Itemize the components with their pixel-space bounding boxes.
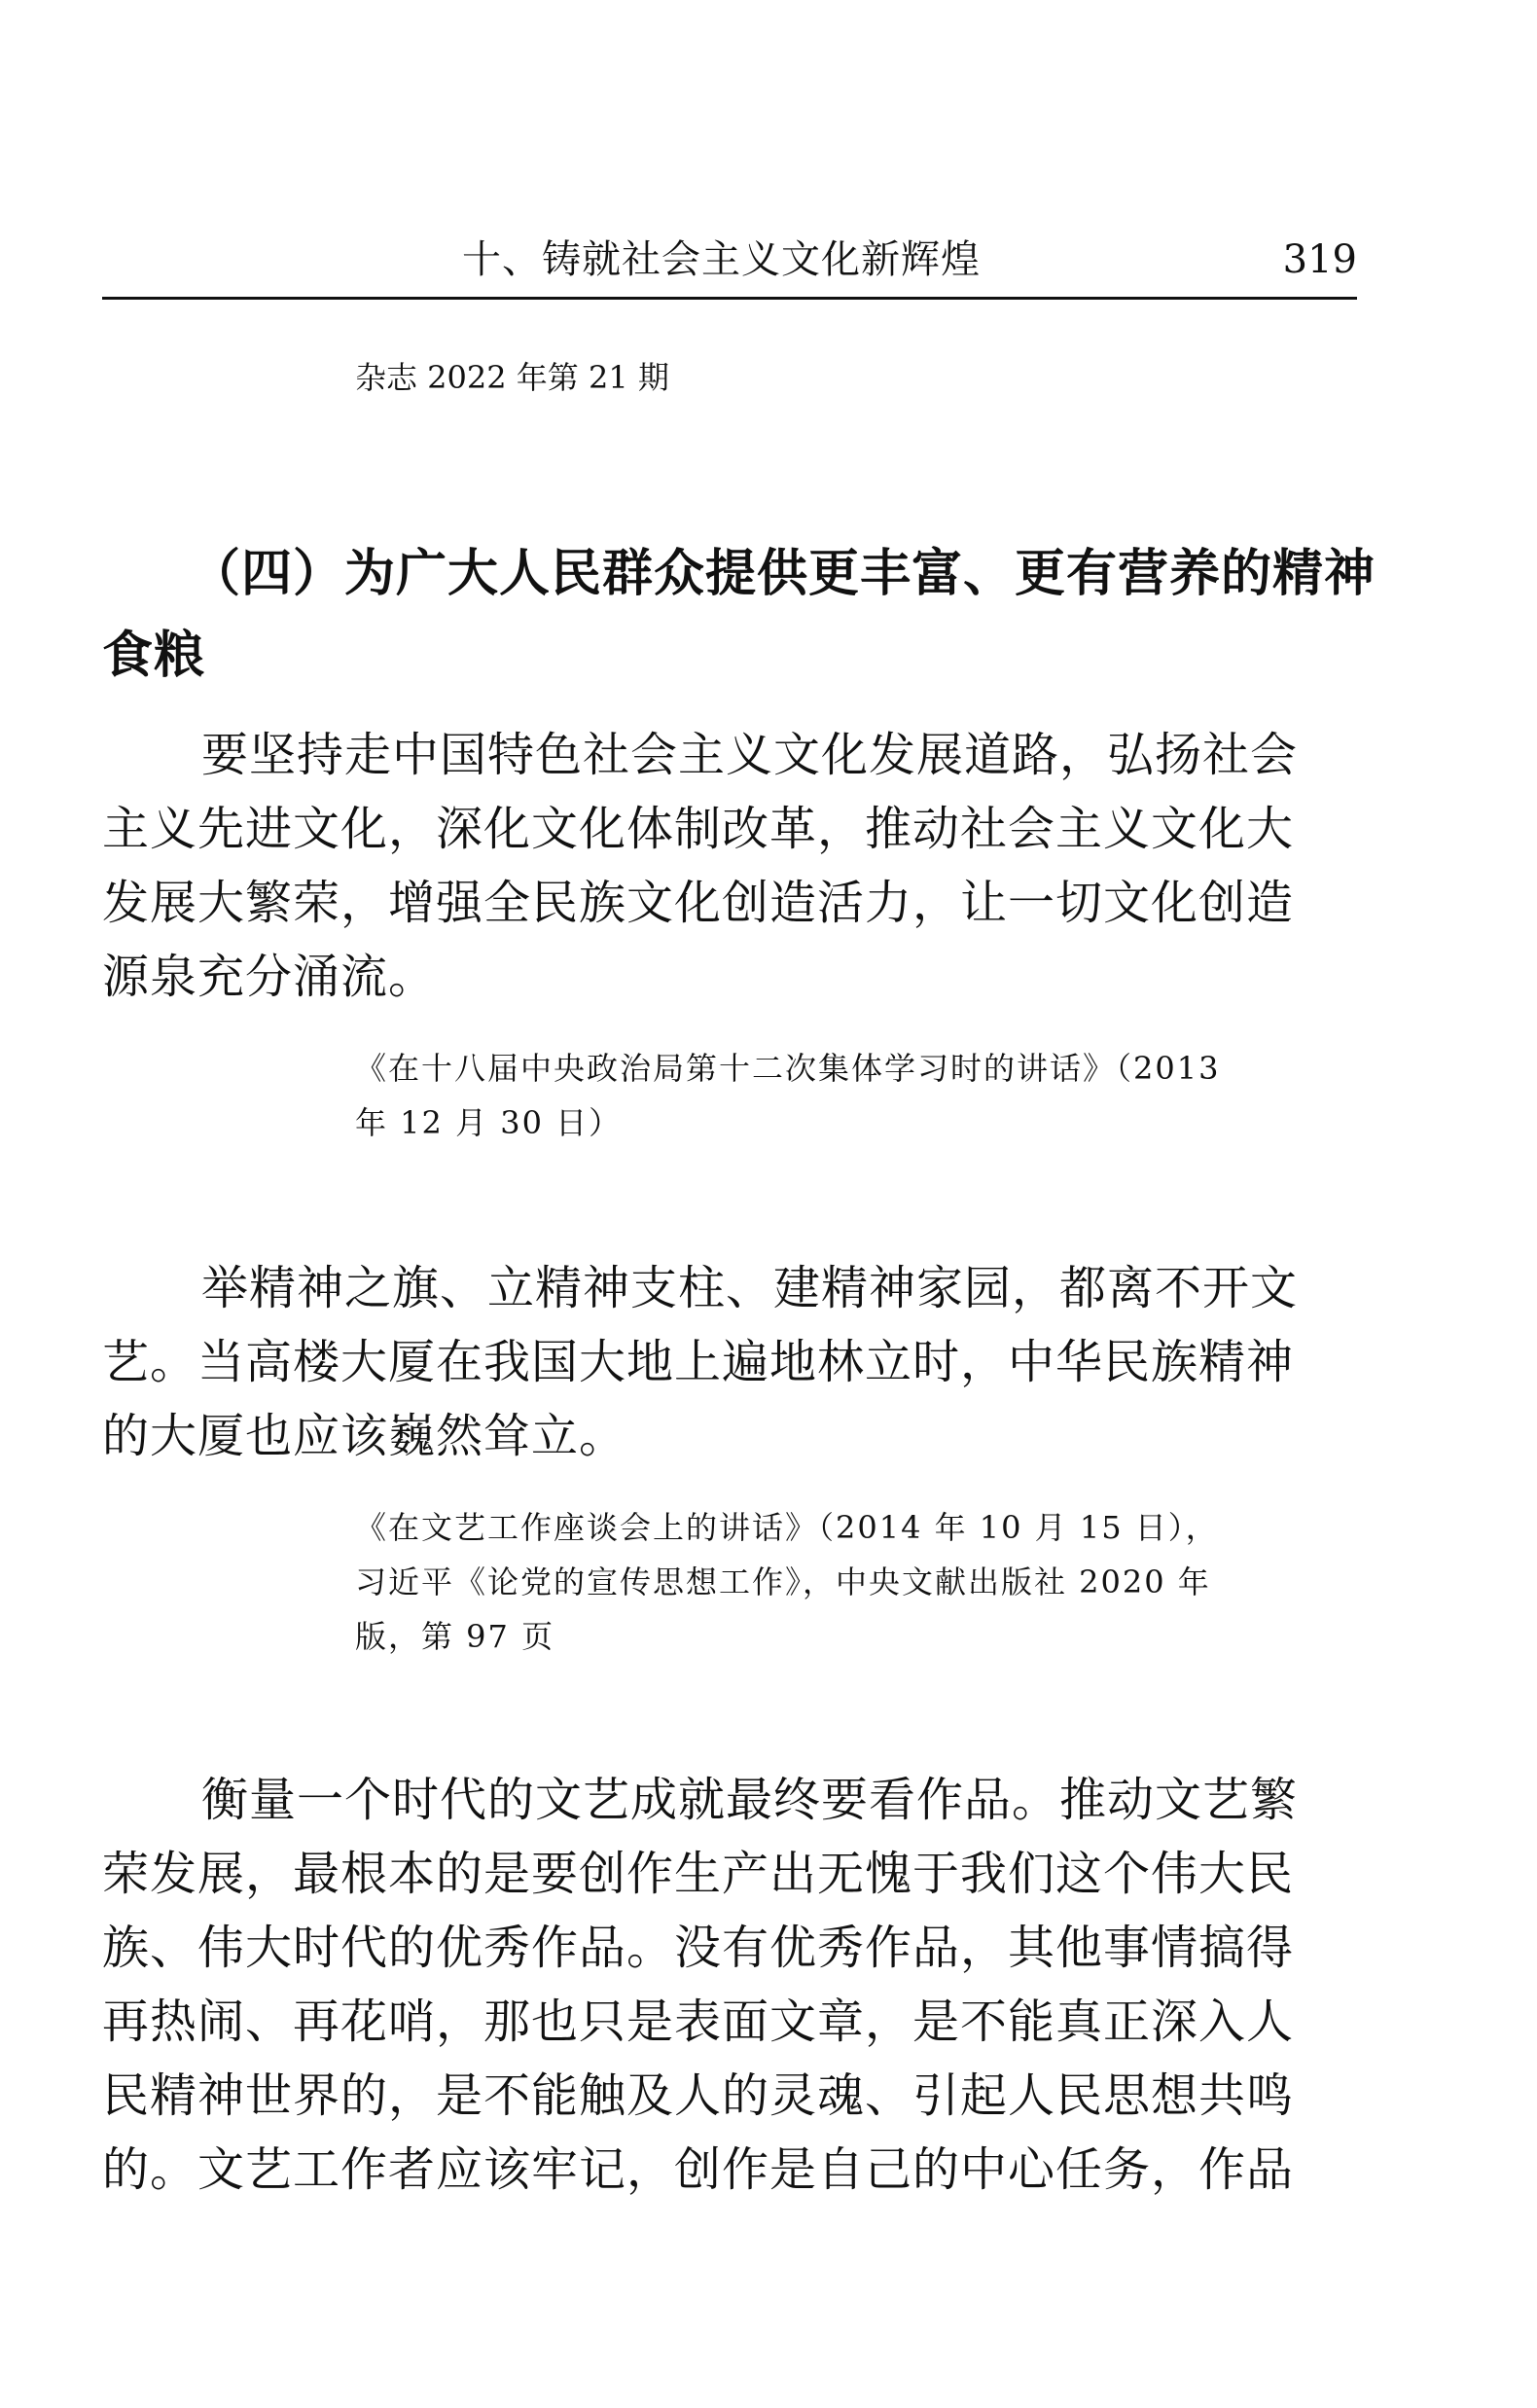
- page-header: [102, 232, 1357, 300]
- paragraph-spiritual-home: [102, 1251, 1357, 1473]
- paragraph-line: 艺。当高楼大厦在我国大地上遍地林立时，中华民族精神: [102, 1335, 1295, 1389]
- paragraph-line: 荣发展，最根本的是要创作生产出无愧于我们这个伟大民: [102, 1847, 1295, 1901]
- paragraph-line: 民精神世界的，是不能触及人的灵魂、引起人民思想共鸣: [102, 2068, 1295, 2123]
- source-continuation-line: 杂志 2022 年第 21 期: [355, 359, 669, 396]
- citation-line: 《在文艺工作座谈会上的讲话》（2014 年 10 月 15 日），: [355, 1509, 1219, 1546]
- chapter-title: 十、铸就社会主义文化新辉煌: [462, 237, 981, 282]
- section-heading-line: 食粮: [102, 627, 206, 686]
- citation-politburo-study: [355, 1041, 1357, 1150]
- page-number: 319: [1282, 237, 1357, 282]
- paragraph-line: 举精神之旗、立精神支柱、建精神家园，都离不开文: [201, 1261, 1299, 1315]
- paragraph-line: 的大厦也应该巍然耸立。: [102, 1409, 627, 1463]
- paragraph-literary-works: [102, 1763, 1357, 2207]
- paragraph-line: 衡量一个时代的文艺成就最终要看作品。推动文艺繁: [201, 1773, 1299, 1827]
- citation-literary-forum: [355, 1500, 1357, 1664]
- citation-line: 版，第 97 页: [355, 1618, 555, 1655]
- section-heading: [102, 533, 1376, 697]
- citation-line: 《在十八届中央政治局第十二次集体学习时的讲话》（2013: [355, 1050, 1221, 1087]
- paragraph-line: 族、伟大时代的优秀作品。没有优秀作品，其他事情搞得: [102, 1921, 1295, 1975]
- paragraph-culture-development: [102, 718, 1357, 1014]
- paragraph-line: 发展大繁荣，增强全民族文化创造活力，让一切文化创造: [102, 876, 1295, 930]
- paragraph-line: 源泉充分涌流。: [102, 950, 437, 1004]
- paragraph-line: 主义先进文化，深化文化体制改革，推动社会主义文化大: [102, 802, 1295, 856]
- section-heading-line: （四）为广大人民群众提供更丰富、更有营养的精神: [190, 545, 1376, 604]
- paragraph-line: 再热闹、再花哨，那也只是表面文章，是不能真正深入人: [102, 1995, 1295, 2049]
- paragraph-line: 的。文艺工作者应该牢记，创作是自己的中心任务，作品: [102, 2142, 1295, 2197]
- citation-line: 习近平《论党的宣传思想工作》，中央文献出版社 2020 年: [355, 1563, 1211, 1600]
- paragraph-line: 要坚持走中国特色社会主义文化发展道路，弘扬社会: [201, 728, 1299, 782]
- header-rule: [102, 297, 1357, 300]
- citation-line: 年 12 月 30 日）: [355, 1104, 623, 1141]
